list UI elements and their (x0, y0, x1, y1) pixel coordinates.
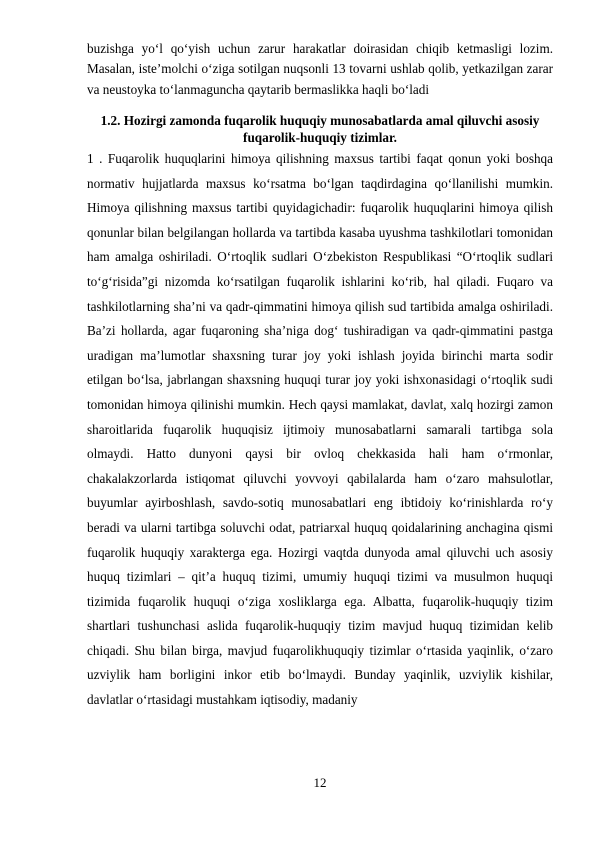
intro-paragraph: buzishga yo‘l qo‘yish uchun zarur harakatlar doirasidan chiqib ketmasligi lozim. Masalan, iste’molchi o‘ziga sotilgan nuqsonli 13 tovarni ushlab qolib, yetkazilgan zarar va neustoyka to‘lanmaguncha qaytarib bermaslikka haqli bo‘ladi (87, 41, 553, 97)
section-heading: 1.2. Hozirgi zamonda fuqarolik huquqiy munosabatlarda amal qiluvchi asosiy fuqarolik-huquqiy tizimlar. (100, 113, 540, 145)
page-number: 12 (313, 775, 327, 790)
main-paragraph: 1 . Fuqarolik huquqlarini himoya qilishning maxsus tartibi faqat qonun yoki boshqa normativ hujjatlarda maxsus ko‘rsatma bo‘lgan taqdirdagina qo‘llanilishi mumkin. Himoya qilishning maxsus tartibi quyidagichadir: fuqarolik huquqlarini himoya qilish qonunlar bilan belgilangan hollarda va tartibda kasaba uyushma tashkilotlari tomonidan ham amalga oshiriladi. O‘rtoqlik sudlari O‘zbekiston Respublikasi “O‘rtoqlik sudlari to‘g‘risida”gi nizomda ko‘rsatilgan fuqarolik ishlarini ko‘rib, hal qiladi. Fuqaro va tashkilotlarning sha’ni va qadr-qimmatini himoya qilish sud tartibida amalga oshiriladi. Ba’zi hollarda, agar fuqaroning sha’niga dog‘ tushiradigan va qadr-qimmatini pastga uradigan ma’lumotlar shaxsning turar joy yoki ishlash joyida birinchi marta sodir etilgan bo‘lsa, jabrlangan shaxsning huquqi turar joy yoki ishxonasidagi o‘rtoqlik sudi tomonidan himoya qilinishi mumkin. Hech qaysi mamlakat, davlat, xalq hozirgi zamon sharoitlarida fuqarolik huquqisiz ijtimoiy munosabatlarni samarali tartibga sola olmaydi. Hatto dunyoni qaysi bir ovloq chekkasida hali ham o‘rmonlar, chakalakzorlarda istiqomat qiluvchi yovvoyi qabilalarda ham o‘zaro mahsulotlar, buyumlar ayirboshlash, savdo-sotiq munosabatlari eng ibtidoiy ko‘rinishlarda ro‘y beradi va ularni tartibga soluvchi odat, patriarxal huquq qoidalarining anchagina qismi fuqarolik huquqiy xarakterga ega. Hozirgi vaqtda dunyoda amal qiluvchi uch asosiy huquq tizimlari – qit’a huquq tizimi, umumiy huquqi tizimi va musulmon huquqi tizimida fuqarolik huquqi o‘ziga xosliklarga ega. Albatta, fuqarolik-huquqiy tizim shartlari tushunchasi aslida fuqarolik-huquqiy tizim mavjud huquq tizimidan kelib chiqadi. Shu bilan birga, mavjud fuqarolikhuquqiy tizimlar o‘rtasida yaqinlik, o‘zaro uzviylik ham borligini inkor etib bo‘lmaydi. Bunday yaqinlik, uzviylik kishilar, davlatlar o‘rtasidagi mustahkam iqtisodiy, madaniy (87, 151, 553, 708)
